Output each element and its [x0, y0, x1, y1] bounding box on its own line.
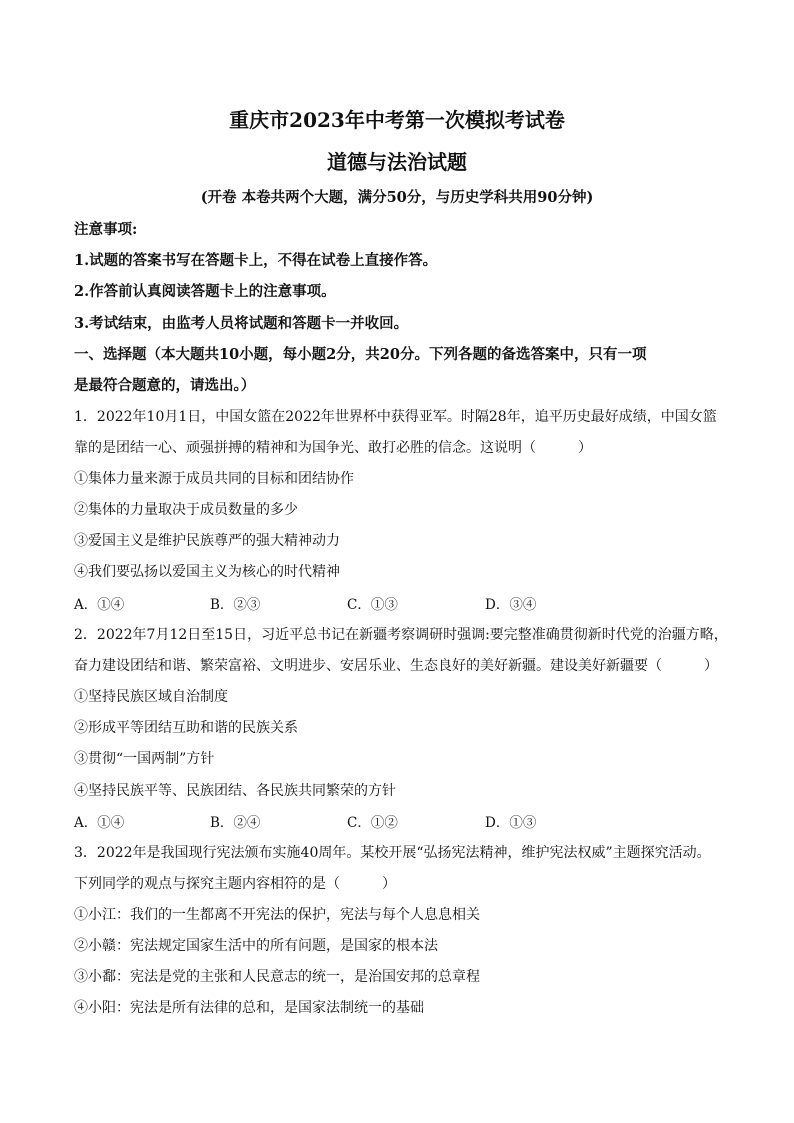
- exam-subtitle: 道德与法治试题: [327, 150, 467, 174]
- question-3-stem-cont: 下列同学的观点与探究主题内容相符的是（ ）: [74, 876, 396, 892]
- question-2-item: ②形成平等团结互助和谐的民族关系: [74, 720, 298, 736]
- option-d[interactable]: D．①③: [485, 815, 537, 831]
- option-b[interactable]: B．②④: [210, 815, 261, 831]
- question-2-stem: 2．2022年7月12日至15日，习近平总书记在新疆考察调研时强调:要完整准确贯彻新时代党的治疆方略，: [74, 627, 728, 643]
- question-3-item: ①小江：我们的一生都离不开宪法的保护，宪法与每个人息息相关: [74, 907, 480, 923]
- option-a[interactable]: A．①④: [74, 815, 125, 831]
- option-c[interactable]: C．①③: [347, 597, 398, 613]
- question-1-stem-cont: 靠的是团结一心、顽强拼搏的精神和为国争光、敢打必胜的信念。这说明（ ）: [74, 440, 592, 456]
- question-3-item: ②小赣：宪法规定国家生活中的所有问题，是国家的根本法: [74, 938, 438, 954]
- option-d[interactable]: D．③④: [485, 597, 537, 613]
- exam-title: 重庆市2023年中考第一次模拟考试卷: [229, 108, 565, 132]
- question-3-item: ③小鄱：宪法是党的主张和人民意志的统一，是治国安邦的总章程: [74, 969, 480, 985]
- option-a[interactable]: A．①④: [74, 597, 125, 613]
- question-1-item: ①集体力量来源于成员共同的目标和团结协作: [74, 471, 354, 487]
- notice-item: 2.作答前认真阅读答题卡上的注意事项。: [74, 283, 336, 300]
- question-3-item: ④小阳：宪法是所有法律的总和，是国家法制统一的基础: [74, 1000, 424, 1016]
- question-2-stem-cont: 奋力建设团结和谐、繁荣富裕、文明进步、安居乐业、生态良好的美好新疆。建设美好新疆要（ ）: [74, 658, 718, 674]
- question-2-item: ①坚持民族区域自治制度: [74, 689, 228, 705]
- exam-note: (开卷 本卷共两个大题，满分50分，与历史学科共用90分钟): [200, 189, 594, 206]
- question-1-item: ③爱国主义是维护民族尊严的强大精神动力: [74, 533, 340, 549]
- question-1-item: ④我们要弘扬以爱国主义为核心的时代精神: [74, 564, 340, 580]
- question-3-stem: 3．2022年是我国现行宪法颁布实施40周年。某校开展“弘扬宪法精神，维护宪法权威”主题探究活动。: [74, 845, 711, 861]
- question-2-item: ③贯彻“一国两制”方针: [74, 751, 215, 767]
- notice-heading: 注意事项:: [74, 221, 138, 238]
- section-heading: 一、选择题（本大题共10小题，每小题2分，共20分。下列各题的备选答案中，只有一项: [74, 346, 647, 363]
- notice-item: 3.考试结束，由监考人员将试题和答题卡一并收回。: [74, 315, 409, 332]
- question-1-item: ②集体的力量取决于成员数量的多少: [74, 502, 298, 518]
- option-b[interactable]: B．②③: [210, 597, 261, 613]
- section-heading-cont: 是最符合题意的，请选出。）: [74, 377, 256, 394]
- option-c[interactable]: C．①②: [347, 815, 398, 831]
- question-1-stem: 1．2022年10月1日，中国女篮在2022年世界杯中获得亚军。时隔28年，追平历史最好成绩，中国女篮: [74, 409, 717, 425]
- question-2-item: ④坚持民族平等、民族团结、各民族共同繁荣的方针: [74, 783, 396, 799]
- notice-item: 1.试题的答案书写在答题卡上，不得在试卷上直接作答。: [74, 252, 438, 269]
